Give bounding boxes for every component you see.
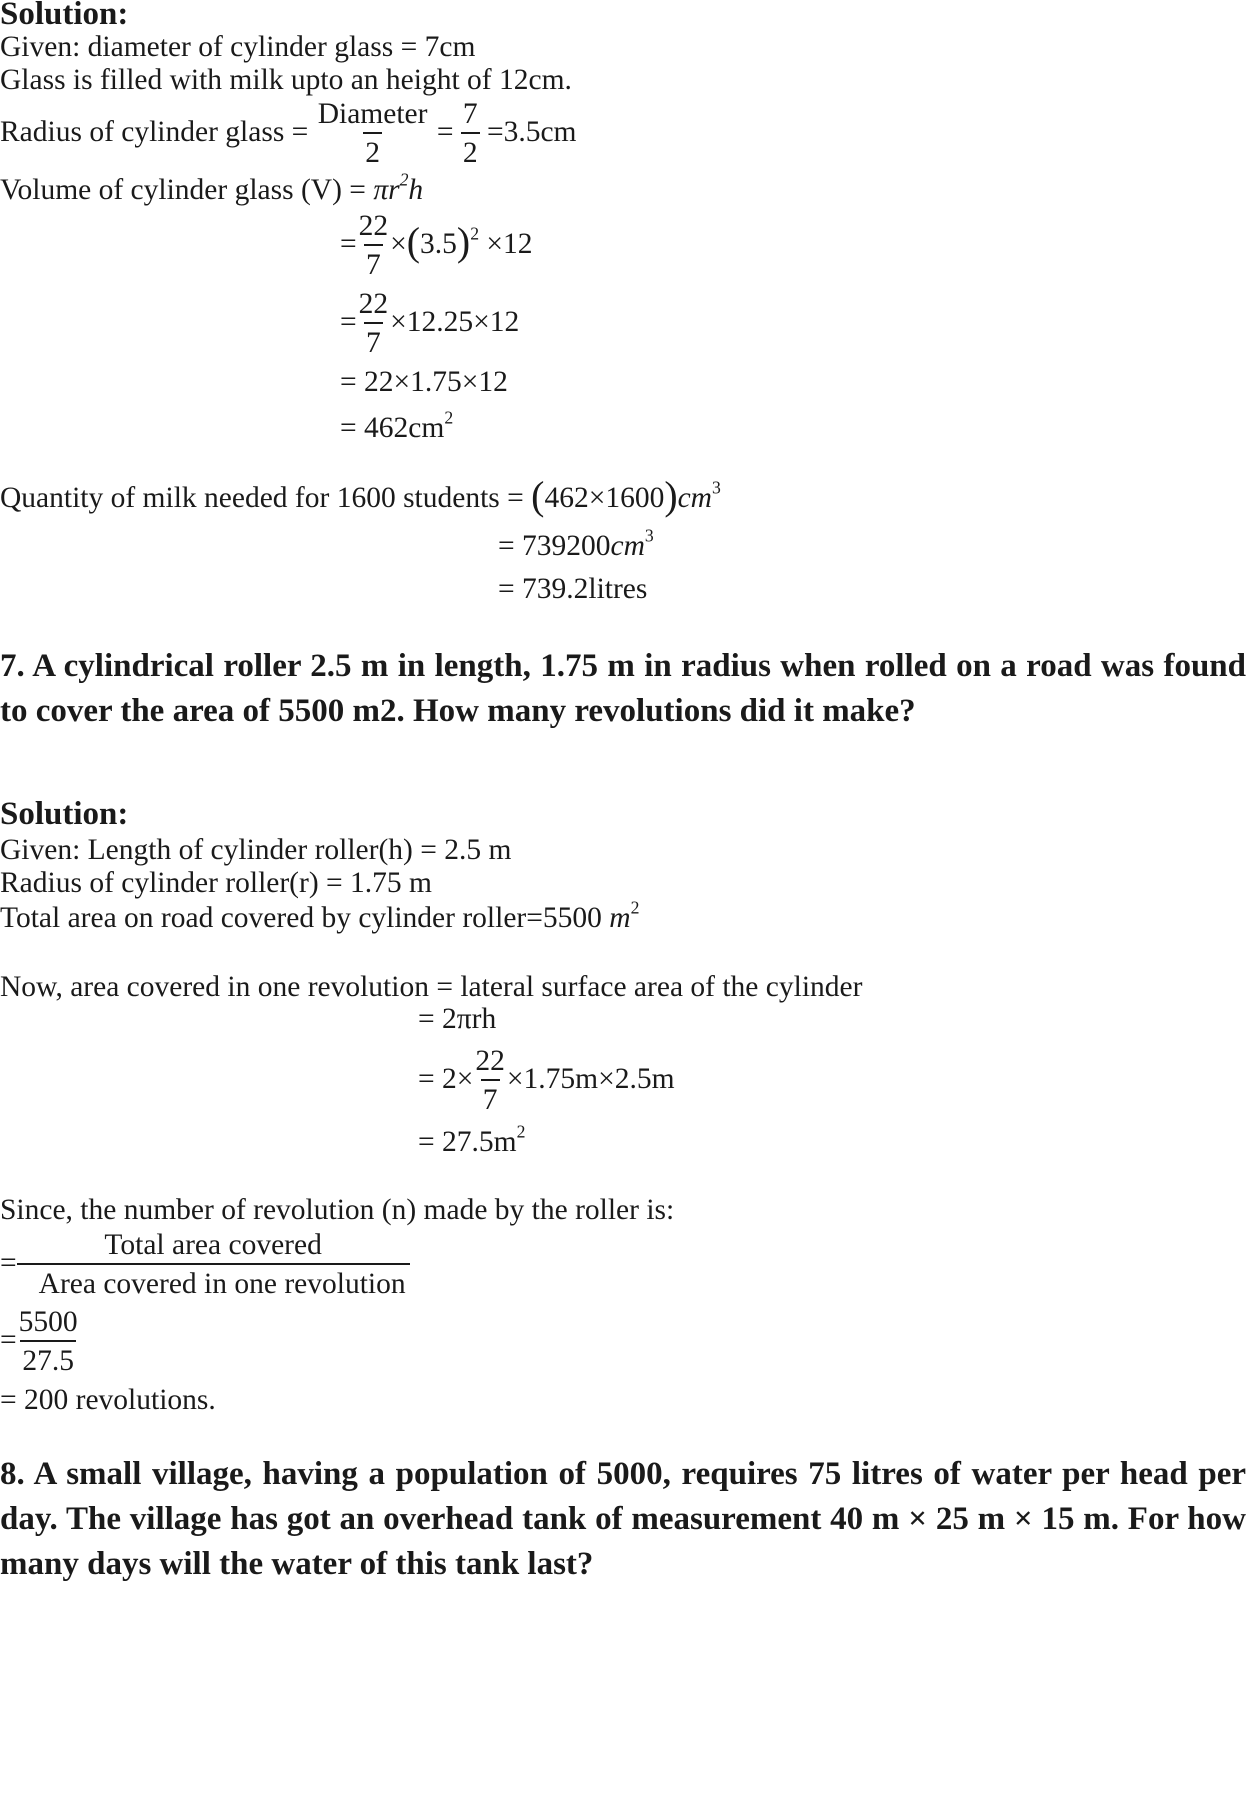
volume-step-4: = $462cm^2$ — [340, 407, 454, 444]
given-length: Given: Length of cylinder roller(h) = 2.5 m — [0, 834, 512, 866]
lsa-step-1: = 2πrh — [418, 1003, 497, 1035]
lsa-label: Now, area covered in one revolution = lateral surface area of the cylinder — [0, 971, 863, 1003]
lsa-step-3: = $27.5m^2$ — [418, 1121, 526, 1158]
given-area: Total area on road covered by cylinder roller=5500 $m^2$ — [0, 897, 640, 934]
radius-label: Radius of cylinder glass = — [0, 115, 309, 148]
milk-step-1: = $739200cm^3$ — [498, 525, 654, 562]
given-height: Glass is filled with milk upto an height of 12cm. — [0, 64, 572, 96]
volume-formula: Volume of cylinder glass $(V) = \pi r^2h$ — [0, 169, 424, 206]
given-radius: Radius of cylinder roller(r) = 1.75 m — [0, 867, 432, 899]
revolution-label: Since, the number of revolution (n) made by the roller is: — [0, 1194, 675, 1226]
volume-step-3: = 22×1.75×12 — [340, 366, 508, 398]
given-diameter: Given: diameter of cylinder glass = 7cm — [0, 31, 476, 63]
radius-result: =3.5cm — [486, 115, 577, 148]
revolution-fraction-values: = $\frac{5500}{27.5}$ — [0, 1304, 80, 1380]
solution-heading: Solution: — [0, 796, 129, 832]
radius-fraction: $\frac{\text{Diameter}}{2}$ — [316, 96, 430, 172]
question-7: 7. A cylindrical roller 2.5 m in length, 1.75 m in radius when rolled on a road was found to cover the area of 5500 m2. How many revolutions did it make? — [0, 648, 1246, 729]
radius-line: Radius of cylinder glass = $\frac{\text{Diameter}}{2}$ = $\frac{7}{2}$ =3.5cm — [0, 96, 577, 172]
solution-heading: Solution: — [0, 0, 129, 32]
volume-step-1: = $\frac{22}{7}$ $\times(3.5)^2 \times 12$ — [340, 208, 533, 284]
lsa-step-2: = 2× $\frac{22}{7}$ ×1.75m×2.5m — [418, 1043, 675, 1119]
question-8: 8. A small village, having a population of 5000, requires 75 litres of water per head per day. The village has got an overhead tank of measurement 40 m × 25 m × 15 m. For how many days will the water of this tank last? — [0, 1456, 1246, 1582]
revolution-result: = 200 revolutions. — [0, 1384, 216, 1416]
volume-step-2: = $\frac{22}{7}$ ×12.25×12 — [340, 286, 519, 362]
milk-step-2: = 739.2litres — [498, 573, 648, 605]
milk-quantity: Quantity of milk needed for 1600 students = $(462\times 1600)cm^3$ — [0, 473, 721, 518]
radius-fraction-values: $\frac{7}{2}$ — [461, 96, 480, 172]
revolution-fraction: = $\frac{\text{Total area covered}}{\text{Area covered in one revolution}}$ — [0, 1227, 410, 1303]
